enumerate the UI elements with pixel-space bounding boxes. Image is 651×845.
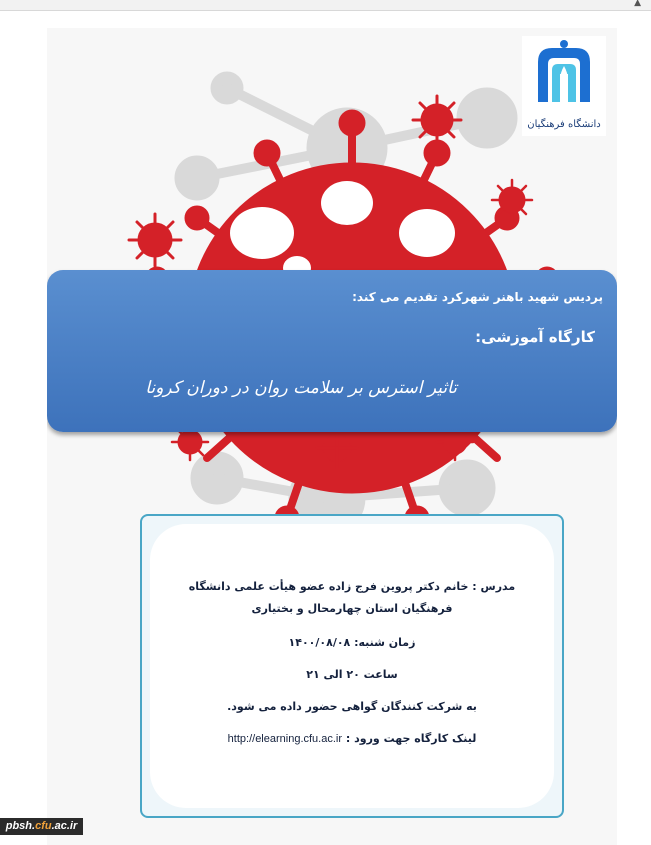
workshop-link-line <box>164 730 540 748</box>
info-text-block <box>164 576 540 762</box>
small-red-virus-upper <box>413 96 461 144</box>
certificate-text: به شرکت کنندگان گواهی حضور داده می شود. <box>227 700 477 713</box>
watermark-prefix: pbsh. <box>5 820 36 832</box>
small-red-virus-right <box>492 180 532 220</box>
presenter-text: پردیس شهید باهنر شهرکرد تقدیم می کند: <box>352 290 603 304</box>
workshop-link[interactable]: http://elearning.cfu.ac.ir <box>227 733 343 745</box>
workshop-type-text: کارگاه آموزشی: <box>475 328 595 346</box>
poster-page <box>47 28 617 845</box>
workshop-title: تاثیر استرس بر سلامت روان در دوران کرونا <box>145 378 457 398</box>
small-red-virus-left <box>129 214 181 266</box>
watermark-accent: cfu <box>35 820 52 832</box>
link-label: لینک کارگاه جهت ورود : <box>345 732 477 745</box>
info-box-frame <box>140 514 564 818</box>
university-logo-text: دانشگاه فرهنگیان <box>527 119 601 130</box>
date-text: زمان شنبه: ۱۴۰۰/۰۸/۰۸ <box>288 636 416 649</box>
time-text: ساعت ۲۰ الی ۲۱ <box>306 668 398 681</box>
university-logo-emblem-icon <box>522 36 606 112</box>
site-watermark <box>0 818 83 835</box>
university-logo <box>522 36 606 136</box>
teacher-text: مدرس : خانم دکتر پروین فرج زاده عضو هیأت علمی دانشگاه فرهنگیان استان چهارمحال و بختیاری <box>188 580 516 615</box>
workshop-banner <box>47 270 617 432</box>
scroll-up-arrow-icon[interactable]: ▲ <box>634 0 641 8</box>
info-box <box>150 524 554 808</box>
window-top-bar <box>0 0 651 11</box>
watermark-suffix: .ac.ir <box>51 820 78 832</box>
